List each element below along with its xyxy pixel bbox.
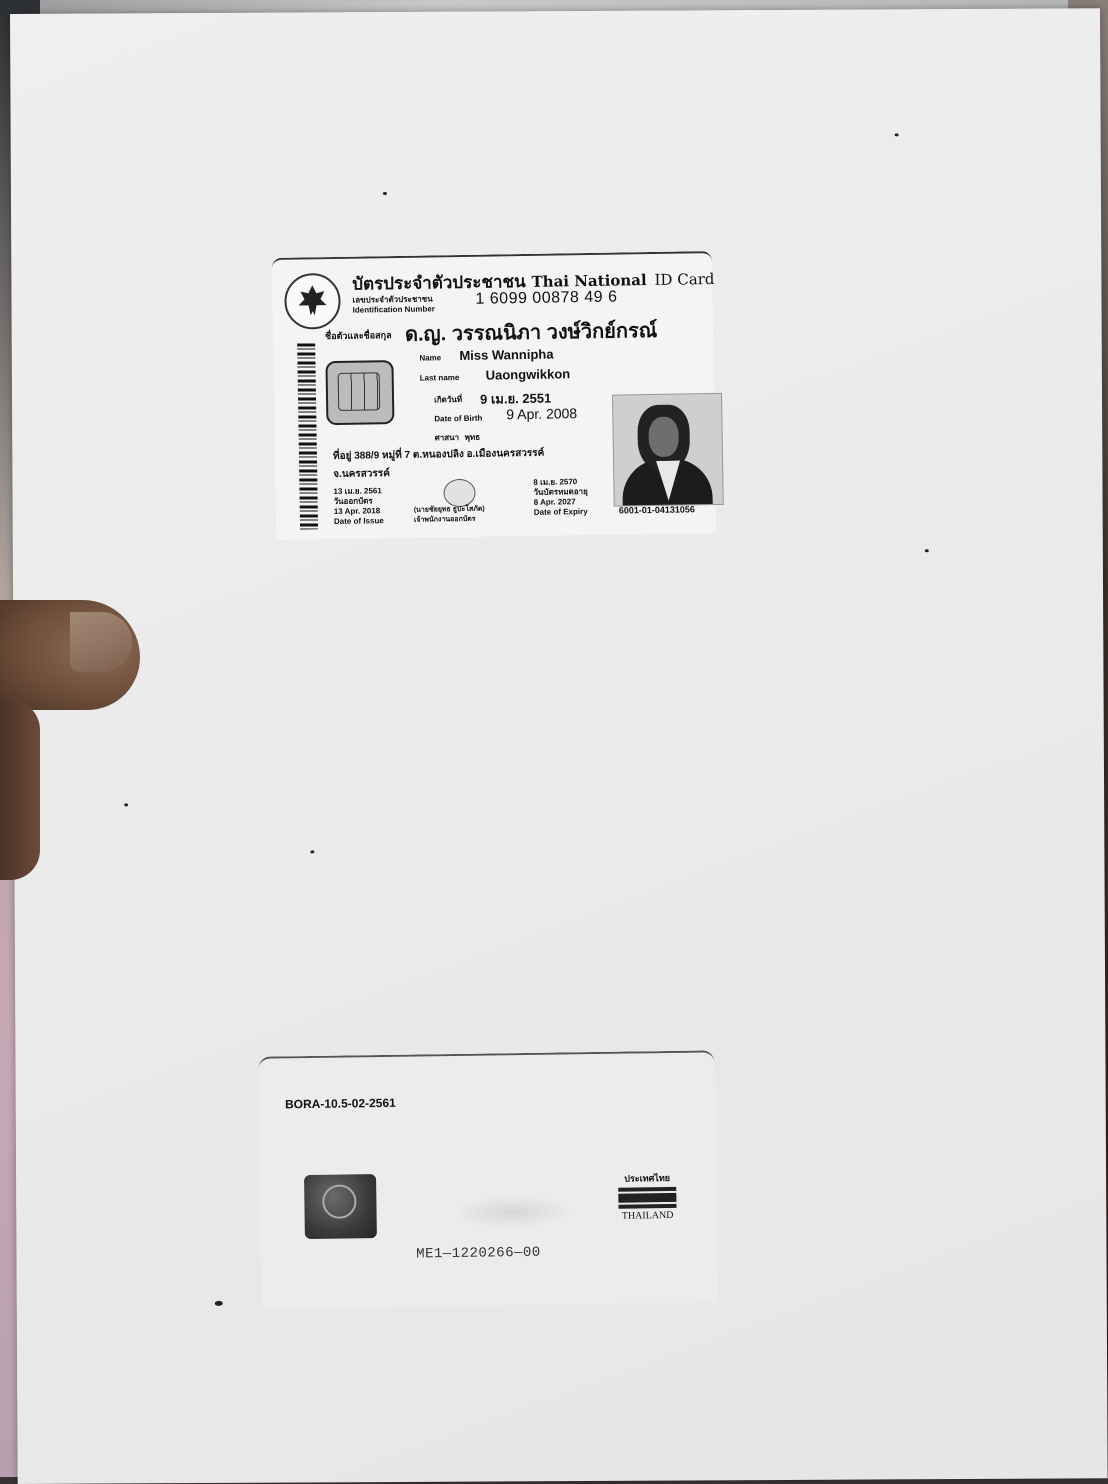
- name-label-en: Name: [419, 353, 442, 363]
- thailand-flag: [618, 1171, 677, 1222]
- lastname-en: Uaongwikkon: [485, 366, 571, 383]
- id-card-front: [272, 251, 716, 540]
- id-label-en: Identification Number: [352, 304, 435, 315]
- dob-label-th: เกิดวันที่: [433, 394, 463, 405]
- paper-speck: [383, 192, 387, 195]
- id-label-th: เลขประจำตัวประชาชน: [352, 294, 433, 305]
- name-en: Miss Wannipha: [459, 346, 554, 364]
- country-th: ประเทศไทย: [624, 1172, 671, 1184]
- country-en: THAILAND: [621, 1209, 674, 1222]
- holder-photo: [612, 393, 724, 507]
- address-line-1: ที่อยู่ 388/9 หมู่ที่ 7 ต.หนองปลิง อ.เมืองนครสวรรค์: [332, 447, 545, 463]
- lastname-label: Last name: [419, 373, 460, 383]
- dob-label-en: Date of Birth: [434, 413, 483, 424]
- expiry-block: 8 เม.ย. 2570 วันบัตรหมดอายุ 8 Apr. 2027 Date of Expiry: [533, 477, 588, 517]
- back-code: BORA-10.5-02-2561: [284, 1095, 396, 1112]
- address-line-2: จ.นครสวรรค์: [333, 468, 390, 481]
- issue-block: 13 เม.ย. 2561 วันออกบัตร 13 Apr. 2018 Date of Issue: [333, 486, 384, 526]
- thumb-nail: [70, 612, 132, 672]
- religion-label: ศาสนา: [434, 433, 460, 443]
- photocopy-page: [10, 8, 1108, 1484]
- garuda-emblem-icon: [284, 273, 341, 330]
- paper-speck: [215, 1301, 223, 1306]
- paper-speck: [310, 850, 314, 853]
- dob-en: 9 Apr. 2008: [506, 405, 578, 423]
- card-title: บัตรประจำตัวประชาชน Thai National ID Card: [352, 269, 715, 295]
- id-card-back: [258, 1050, 717, 1308]
- name-label-th: ชื่อตัวและชื่อสกุล: [324, 330, 392, 342]
- back-serial: ME1—1220266—00: [416, 1244, 541, 1263]
- photo-serial: 6001-01-04131056: [618, 504, 695, 516]
- official-seal-icon: [443, 479, 475, 507]
- barcode: [297, 343, 318, 529]
- name-th: ด.ญ. วรรณนิภา วงษ์วิกย์กรณ์: [404, 319, 658, 346]
- paper-speck: [124, 803, 128, 806]
- religion: พุทธ: [464, 432, 481, 442]
- dob-th: 9 เม.ย. 2551: [479, 390, 552, 407]
- hologram-icon: [304, 1174, 377, 1239]
- paper-speck: [895, 133, 899, 136]
- id-number: 1 6099 00878 49 6: [475, 288, 618, 308]
- faded-mark: [452, 1194, 572, 1230]
- paper-speck: [925, 549, 929, 552]
- chip-icon: [325, 360, 394, 425]
- holding-hand: [0, 700, 40, 880]
- officer-block: (นายชัยยุทธ ธูปะโสภัต) เจ้าพนักงานออกบัตร: [413, 505, 485, 524]
